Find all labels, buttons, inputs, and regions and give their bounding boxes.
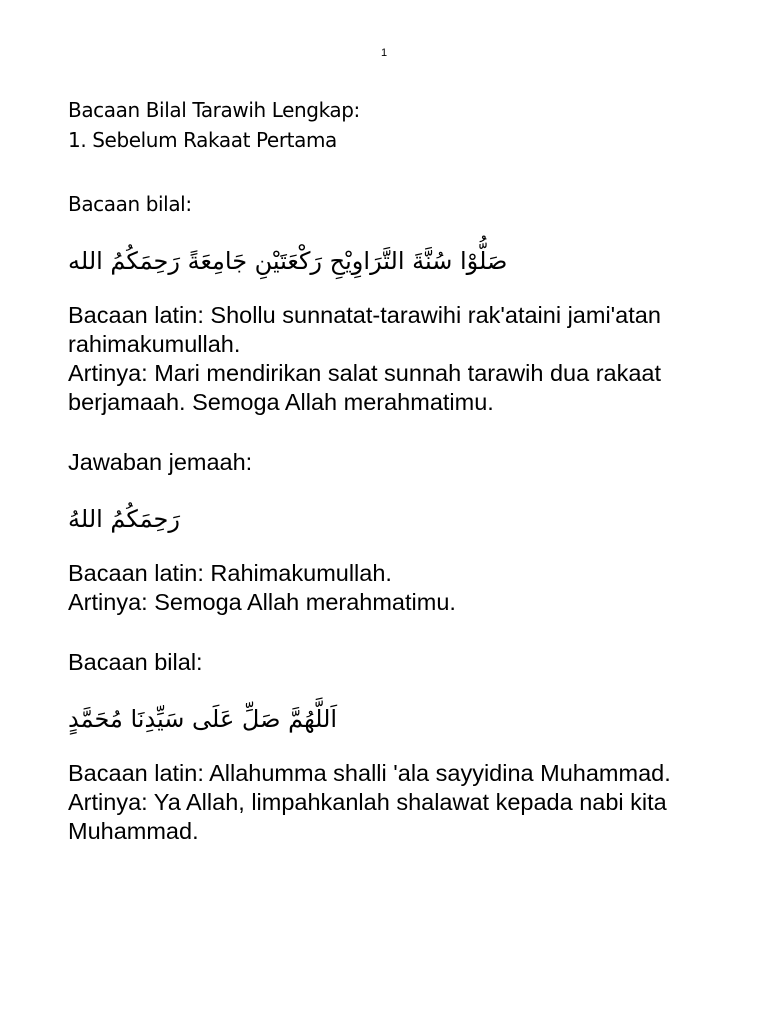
latin-reading-3: Bacaan latin: Allahumma shalli 'ala sayyidina Muhammad. (68, 760, 671, 786)
meaning-1: Artinya: Mari mendirikan salat sunnah tarawih dua rakaat berjamaah. Semoga Allah merahmatimu. (68, 360, 662, 415)
section-heading: 1. Sebelum Rakaat Pertama (68, 128, 337, 152)
arabic-text-3: اَللَّهُمَّ صَلِّ عَلَى سَيِّدِنَا مُحَمَّدٍ (68, 705, 338, 733)
latin-reading-2: Bacaan latin: Rahimakumullah. (68, 560, 392, 586)
arabic-text-1: صَلُّوْا سُنَّةَ التَّرَاوِيْحِ رَكْعَتَيْنِ جَامِعَةً رَحِمَكُمُ الله (68, 247, 508, 275)
latin-reading-1: Bacaan latin: Shollu sunnatat-tarawihi rak'ataini jami'atan rahimakumullah. (68, 302, 661, 357)
bilal-label-2: Bacaan bilal: (68, 649, 203, 675)
document-title: Bacaan Bilal Tarawih Lengkap: (68, 98, 360, 122)
bilal-label-1: Bacaan bilal: (68, 192, 192, 216)
jemaah-label: Jawaban jemaah: (68, 449, 253, 475)
arabic-text-2: رَحِمَكُمُ اللهُ (68, 505, 180, 533)
meaning-2: Artinya: Semoga Allah merahmatimu. (68, 589, 456, 615)
meaning-3: Artinya: Ya Allah, limpahkanlah shalawat kepada nabi kita Muhammad. (68, 789, 667, 844)
page-number: 1 (380, 47, 388, 59)
document-body (68, 95, 708, 846)
